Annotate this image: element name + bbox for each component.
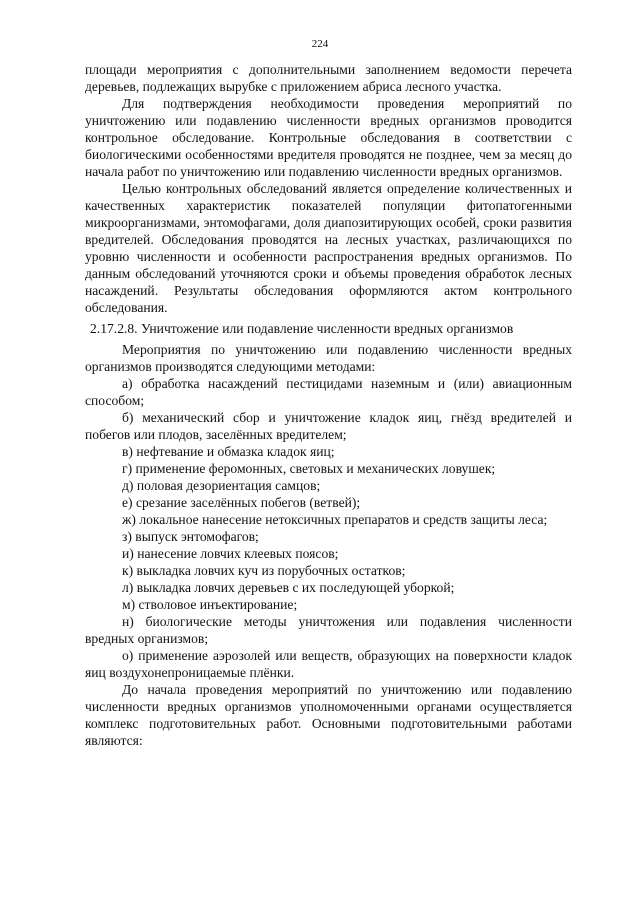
list-item: м) стволовое инъектирование;	[122, 597, 298, 612]
page-number: 224	[311, 38, 329, 50]
list-item: н) биологические методы уничтожения или подавления численности вредных организмов;	[85, 614, 572, 646]
list-item: а) обработка насаждений пестицидами наземным и (или) авиационным способом;	[85, 376, 572, 408]
methods-list	[85, 375, 572, 681]
section-heading: 2.17.2.8. Уничтожение или подавление численности вредных организмов	[90, 321, 514, 336]
document-body	[85, 61, 572, 749]
list-item: б) механический сбор и уничтожение кладок яиц, гнёзд вредителей и побегов или плодов, заселённых вредителем;	[85, 410, 572, 442]
paragraph-control-survey: Для подтверждения необходимости проведения мероприятий по уничтожению или подавлению численности вредных организмов проводится контрольное обследование. Контрольные обследования в соответствии с биологическими особенностями вредителя проводятся не позднее, чем за месяц до начала работ по уничтожению или подавлению численности вредных организмов.	[85, 96, 572, 179]
list-item: и) нанесение ловчих клеевых поясов;	[122, 546, 339, 561]
list-item: г) применение феромонных, световых и механических ловушек;	[122, 461, 496, 476]
list-item: ж) локальное нанесение нетоксичных препаратов и средств защиты леса;	[122, 512, 548, 527]
list-item: о) применение аэрозолей или веществ, образующих на поверхности кладок яиц воздухонепроницаемые плёнки.	[85, 648, 572, 680]
paragraph-survey-goals: Целью контрольных обследований является определение количественных и качественных характеристик показателей популяции фитопатогенными микроорганизмами, энтомофагами, доля диапозитирующих особей, сроки развития вредителей. Обследования проводятся на лесных участках, различающихся по уровню численности и особенности распространения вредных организмов. По данным обследований уточняются сроки и объемы проведения обработок лесных насаждений. Результаты обследования оформляются актом контрольного обследования.	[85, 181, 572, 315]
list-item: л) выкладка ловчих деревьев с их последующей уборкой;	[122, 580, 455, 595]
paragraph-continuation: площади мероприятия с дополнительными заполнением ведомости перечета деревьев, подлежащих вырубке с приложением абриса лесного участка.	[85, 62, 572, 94]
list-item: в) нефтевание и обмазка кладок яиц;	[122, 444, 335, 459]
paragraph-preparatory-works: До начала проведения мероприятий по уничтожению или подавлению численности вредных организмов уполномоченными органами осуществляется комплекс подготовительных работ. Основными подготовительными работами являются:	[85, 682, 572, 748]
list-item: е) срезание заселённых побегов (ветвей);	[122, 495, 361, 510]
list-item: з) выпуск энтомофагов;	[122, 529, 259, 544]
paragraph-methods-intro: Мероприятия по уничтожению или подавлению численности вредных организмов производятся следующими методами:	[85, 342, 572, 374]
list-item: д) половая дезориентация самцов;	[122, 478, 321, 493]
list-item: к) выкладка ловчих куч из порубочных остатков;	[122, 563, 406, 578]
